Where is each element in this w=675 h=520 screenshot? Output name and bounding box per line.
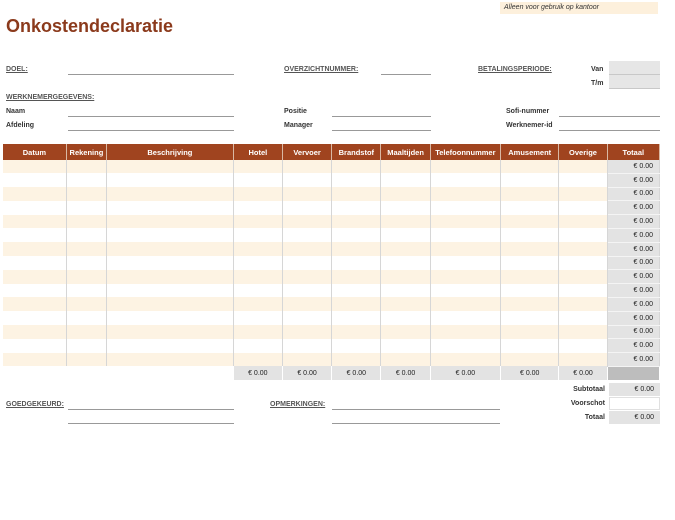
table-cell[interactable] xyxy=(559,311,607,325)
row-total-cell: € 0.00 xyxy=(607,242,659,256)
table-cell[interactable] xyxy=(430,353,500,367)
manager-label: Manager xyxy=(284,122,313,129)
column-sum-cell: € 0.00 xyxy=(282,366,331,380)
table-cell[interactable] xyxy=(107,311,234,325)
table-cell[interactable] xyxy=(430,173,500,187)
table-cell[interactable] xyxy=(501,160,559,173)
row-total-cell: € 0.00 xyxy=(607,297,659,311)
table-cell[interactable] xyxy=(501,297,559,311)
table-cell[interactable] xyxy=(381,270,430,284)
column-header: Maaltijden xyxy=(381,144,430,160)
table-cell[interactable] xyxy=(501,284,559,298)
table-cell[interactable] xyxy=(66,339,106,353)
table-cell[interactable] xyxy=(3,297,66,311)
table-cell[interactable] xyxy=(559,256,607,270)
column-header: Overige xyxy=(559,144,607,160)
table-cell[interactable] xyxy=(282,160,331,173)
table-cell[interactable] xyxy=(3,284,66,298)
opmerkingen-field-2[interactable] xyxy=(332,423,500,424)
table-cell[interactable] xyxy=(430,215,500,229)
table-cell[interactable] xyxy=(332,353,381,367)
table-cell[interactable] xyxy=(3,339,66,353)
table-cell[interactable] xyxy=(107,284,234,298)
table-cell[interactable] xyxy=(107,242,234,256)
positie-label: Positie xyxy=(284,108,307,115)
overzichtnummer-label: OVERZICHTNUMMER: xyxy=(284,66,359,73)
table-cell[interactable] xyxy=(332,284,381,298)
table-row xyxy=(3,284,660,298)
office-use-note: Alleen voor gebruik op kantoor xyxy=(500,2,658,14)
afdeling-field[interactable] xyxy=(68,130,234,131)
column-sum-row xyxy=(3,366,660,380)
table-cell[interactable] xyxy=(3,187,66,201)
table-cell[interactable] xyxy=(282,215,331,229)
table-cell[interactable] xyxy=(430,325,500,339)
table-cell[interactable] xyxy=(3,242,66,256)
column-header: Amusement xyxy=(501,144,559,160)
table-cell[interactable] xyxy=(559,160,607,173)
table-row xyxy=(3,256,660,270)
doel-field[interactable] xyxy=(68,74,234,75)
table-row xyxy=(3,160,660,173)
table-cell[interactable] xyxy=(233,187,282,201)
table-cell[interactable] xyxy=(233,256,282,270)
column-header: Vervoer xyxy=(282,144,331,160)
totaal-label: Totaal xyxy=(584,414,605,421)
column-header: Beschrijving xyxy=(107,144,234,160)
table-cell[interactable] xyxy=(559,242,607,256)
table-cell[interactable] xyxy=(3,201,66,215)
table-cell[interactable] xyxy=(233,201,282,215)
table-cell[interactable] xyxy=(233,339,282,353)
table-cell[interactable] xyxy=(66,242,106,256)
table-cell[interactable] xyxy=(381,353,430,367)
table-cell[interactable] xyxy=(233,228,282,242)
table-cell[interactable] xyxy=(107,270,234,284)
table-cell[interactable] xyxy=(3,256,66,270)
table-row xyxy=(3,242,660,256)
table-cell[interactable] xyxy=(381,325,430,339)
table-cell[interactable] xyxy=(332,297,381,311)
table-cell[interactable] xyxy=(559,353,607,367)
table-cell[interactable] xyxy=(501,325,559,339)
row-total-cell: € 0.00 xyxy=(607,353,659,367)
column-header: Hotel xyxy=(233,144,282,160)
table-cell[interactable] xyxy=(501,339,559,353)
opmerkingen-label: OPMERKINGEN: xyxy=(270,401,326,408)
manager-field[interactable] xyxy=(332,130,431,131)
table-header-row xyxy=(3,144,660,160)
table-cell[interactable] xyxy=(107,173,234,187)
table-cell[interactable] xyxy=(66,187,106,201)
table-cell[interactable] xyxy=(282,284,331,298)
table-cell[interactable] xyxy=(282,339,331,353)
table-cell[interactable] xyxy=(381,187,430,201)
table-cell[interactable] xyxy=(282,187,331,201)
table-row xyxy=(3,187,660,201)
table-cell[interactable] xyxy=(233,242,282,256)
table-cell[interactable] xyxy=(66,215,106,229)
table-cell[interactable] xyxy=(332,228,381,242)
table-cell[interactable] xyxy=(3,160,66,173)
opmerkingen-field-1[interactable] xyxy=(332,409,500,410)
row-total-cell: € 0.00 xyxy=(607,160,659,173)
table-cell[interactable] xyxy=(107,215,234,229)
table-cell[interactable] xyxy=(430,311,500,325)
row-total-cell: € 0.00 xyxy=(607,187,659,201)
naam-field[interactable] xyxy=(68,116,234,117)
table-cell[interactable] xyxy=(559,187,607,201)
table-cell[interactable] xyxy=(430,297,500,311)
table-cell[interactable] xyxy=(3,353,66,367)
table-row xyxy=(3,228,660,242)
table-cell[interactable] xyxy=(107,339,234,353)
row-total-cell: € 0.00 xyxy=(607,173,659,187)
table-cell[interactable] xyxy=(107,228,234,242)
sum-row-total-cell xyxy=(607,366,659,380)
row-total-cell: € 0.00 xyxy=(607,339,659,353)
table-cell[interactable] xyxy=(430,256,500,270)
column-sum-cell: € 0.00 xyxy=(559,366,607,380)
werknemer-id-label: Werknemer-id xyxy=(506,122,553,129)
column-header: Telefoonnummer xyxy=(430,144,500,160)
table-cell[interactable] xyxy=(430,187,500,201)
table-cell[interactable] xyxy=(332,201,381,215)
table-cell[interactable] xyxy=(381,215,430,229)
table-cell[interactable] xyxy=(107,297,234,311)
column-header: Brandstof xyxy=(332,144,381,160)
table-cell[interactable] xyxy=(430,201,500,215)
table-cell[interactable] xyxy=(559,339,607,353)
table-row xyxy=(3,201,660,215)
table-cell[interactable] xyxy=(501,311,559,325)
voorschot-label: Voorschot xyxy=(570,400,605,407)
table-cell[interactable] xyxy=(430,339,500,353)
table-cell[interactable] xyxy=(282,173,331,187)
table-cell[interactable] xyxy=(107,187,234,201)
table-row xyxy=(3,297,660,311)
table-cell[interactable] xyxy=(3,325,66,339)
table-cell[interactable] xyxy=(332,173,381,187)
table-cell[interactable] xyxy=(282,297,331,311)
table-cell[interactable] xyxy=(430,242,500,256)
table-cell[interactable] xyxy=(501,270,559,284)
table-cell[interactable] xyxy=(233,353,282,367)
table-cell[interactable] xyxy=(381,339,430,353)
goedgekeurd-field-2[interactable] xyxy=(68,423,234,424)
table-cell[interactable] xyxy=(559,228,607,242)
row-total-cell: € 0.00 xyxy=(607,256,659,270)
table-cell[interactable] xyxy=(381,284,430,298)
table-cell[interactable] xyxy=(233,215,282,229)
table-cell[interactable] xyxy=(381,160,430,173)
table-cell[interactable] xyxy=(559,284,607,298)
sum-row-spacer xyxy=(3,366,233,380)
goedgekeurd-field-1[interactable] xyxy=(68,409,234,410)
table-cell[interactable] xyxy=(107,160,234,173)
table-cell[interactable] xyxy=(332,242,381,256)
column-header: Rekening xyxy=(66,144,106,160)
sofi-field[interactable] xyxy=(559,116,660,117)
table-cell[interactable] xyxy=(381,311,430,325)
table-cell[interactable] xyxy=(332,215,381,229)
van-field[interactable] xyxy=(609,61,660,75)
werknemer-id-field[interactable] xyxy=(559,130,660,131)
column-sum-cell: € 0.00 xyxy=(233,366,282,380)
table-cell[interactable] xyxy=(332,160,381,173)
table-cell[interactable] xyxy=(282,311,331,325)
table-cell[interactable] xyxy=(233,297,282,311)
table-cell[interactable] xyxy=(66,325,106,339)
table-cell[interactable] xyxy=(3,311,66,325)
table-cell[interactable] xyxy=(107,201,234,215)
table-cell[interactable] xyxy=(282,325,331,339)
table-cell[interactable] xyxy=(332,339,381,353)
table-cell[interactable] xyxy=(66,160,106,173)
table-cell[interactable] xyxy=(66,201,106,215)
table-cell[interactable] xyxy=(66,353,106,367)
afdeling-label: Afdeling xyxy=(6,122,34,129)
table-cell[interactable] xyxy=(501,201,559,215)
row-total-cell: € 0.00 xyxy=(607,215,659,229)
table-cell[interactable] xyxy=(66,311,106,325)
tm-field[interactable] xyxy=(609,75,660,89)
table-cell[interactable] xyxy=(282,256,331,270)
table-cell[interactable] xyxy=(66,173,106,187)
table-cell[interactable] xyxy=(430,160,500,173)
table-cell[interactable] xyxy=(501,215,559,229)
table-cell[interactable] xyxy=(381,228,430,242)
naam-label: Naam xyxy=(6,108,26,115)
table-cell[interactable] xyxy=(66,228,106,242)
table-cell[interactable] xyxy=(233,173,282,187)
table-cell[interactable] xyxy=(501,187,559,201)
table-cell[interactable] xyxy=(381,297,430,311)
column-header: Totaal xyxy=(607,144,659,160)
table-cell[interactable] xyxy=(430,284,500,298)
table-cell[interactable] xyxy=(559,201,607,215)
table-row xyxy=(3,353,660,367)
expense-table xyxy=(3,144,660,380)
table-cell[interactable] xyxy=(3,215,66,229)
column-sum-cell: € 0.00 xyxy=(332,366,381,380)
subtotaal-label: Subtotaal xyxy=(573,386,605,393)
table-row xyxy=(3,311,660,325)
table-cell[interactable] xyxy=(233,284,282,298)
row-total-cell: € 0.00 xyxy=(607,284,659,298)
table-cell[interactable] xyxy=(282,242,331,256)
page-title: Onkostendeclaratie xyxy=(6,16,174,36)
column-sum-cell: € 0.00 xyxy=(381,366,430,380)
table-cell[interactable] xyxy=(430,228,500,242)
table-cell[interactable] xyxy=(381,256,430,270)
row-total-cell: € 0.00 xyxy=(607,270,659,284)
table-cell[interactable] xyxy=(332,187,381,201)
table-cell[interactable] xyxy=(66,284,106,298)
totaal-value: € 0.00 xyxy=(609,411,660,424)
table-row xyxy=(3,215,660,229)
table-row xyxy=(3,270,660,284)
table-cell[interactable] xyxy=(501,242,559,256)
row-total-cell: € 0.00 xyxy=(607,201,659,215)
table-cell[interactable] xyxy=(332,311,381,325)
row-total-cell: € 0.00 xyxy=(607,311,659,325)
doel-label: DOEL: xyxy=(6,66,28,73)
table-cell[interactable] xyxy=(381,173,430,187)
table-row xyxy=(3,325,660,339)
table-cell[interactable] xyxy=(233,325,282,339)
table-cell[interactable] xyxy=(430,270,500,284)
subtotaal-value: € 0.00 xyxy=(609,383,660,396)
van-label: Van xyxy=(591,66,604,73)
column-header: Datum xyxy=(3,144,66,160)
column-sum-cell: € 0.00 xyxy=(501,366,559,380)
table-cell[interactable] xyxy=(107,325,234,339)
positie-field[interactable] xyxy=(332,116,431,117)
table-cell[interactable] xyxy=(332,256,381,270)
table-cell[interactable] xyxy=(501,228,559,242)
table-row xyxy=(3,173,660,187)
table-cell[interactable] xyxy=(501,353,559,367)
table-cell[interactable] xyxy=(559,270,607,284)
betalingsperiode-label: BETALINGSPERIODE: xyxy=(478,66,552,73)
table-cell[interactable] xyxy=(66,270,106,284)
table-cell[interactable] xyxy=(559,325,607,339)
table-cell[interactable] xyxy=(559,297,607,311)
table-cell[interactable] xyxy=(107,353,234,367)
table-cell[interactable] xyxy=(66,256,106,270)
table-cell[interactable] xyxy=(233,160,282,173)
table-cell[interactable] xyxy=(332,270,381,284)
table-cell[interactable] xyxy=(233,311,282,325)
table-cell[interactable] xyxy=(282,228,331,242)
table-cell[interactable] xyxy=(3,228,66,242)
table-cell[interactable] xyxy=(559,215,607,229)
table-cell[interactable] xyxy=(282,270,331,284)
goedgekeurd-label: GOEDGEKEURD: xyxy=(6,401,64,408)
table-cell[interactable] xyxy=(381,201,430,215)
table-cell[interactable] xyxy=(282,201,331,215)
table-cell[interactable] xyxy=(501,173,559,187)
table-cell[interactable] xyxy=(3,173,66,187)
row-total-cell: € 0.00 xyxy=(607,325,659,339)
table-cell[interactable] xyxy=(233,270,282,284)
table-cell[interactable] xyxy=(66,297,106,311)
employee-section-label: WERKNEMERGEGEVENS: xyxy=(6,94,95,101)
table-cell[interactable] xyxy=(3,270,66,284)
table-cell[interactable] xyxy=(282,353,331,367)
overzichtnummer-field[interactable] xyxy=(381,74,431,75)
row-total-cell: € 0.00 xyxy=(607,228,659,242)
sofi-label: Sofi-nummer xyxy=(506,108,550,115)
table-cell[interactable] xyxy=(107,256,234,270)
voorschot-field[interactable] xyxy=(609,397,660,410)
table-cell[interactable] xyxy=(381,242,430,256)
column-sum-cell: € 0.00 xyxy=(430,366,500,380)
tm-label: T/m xyxy=(591,80,604,87)
table-cell[interactable] xyxy=(559,173,607,187)
table-cell[interactable] xyxy=(332,325,381,339)
table-row xyxy=(3,339,660,353)
table-cell[interactable] xyxy=(501,256,559,270)
